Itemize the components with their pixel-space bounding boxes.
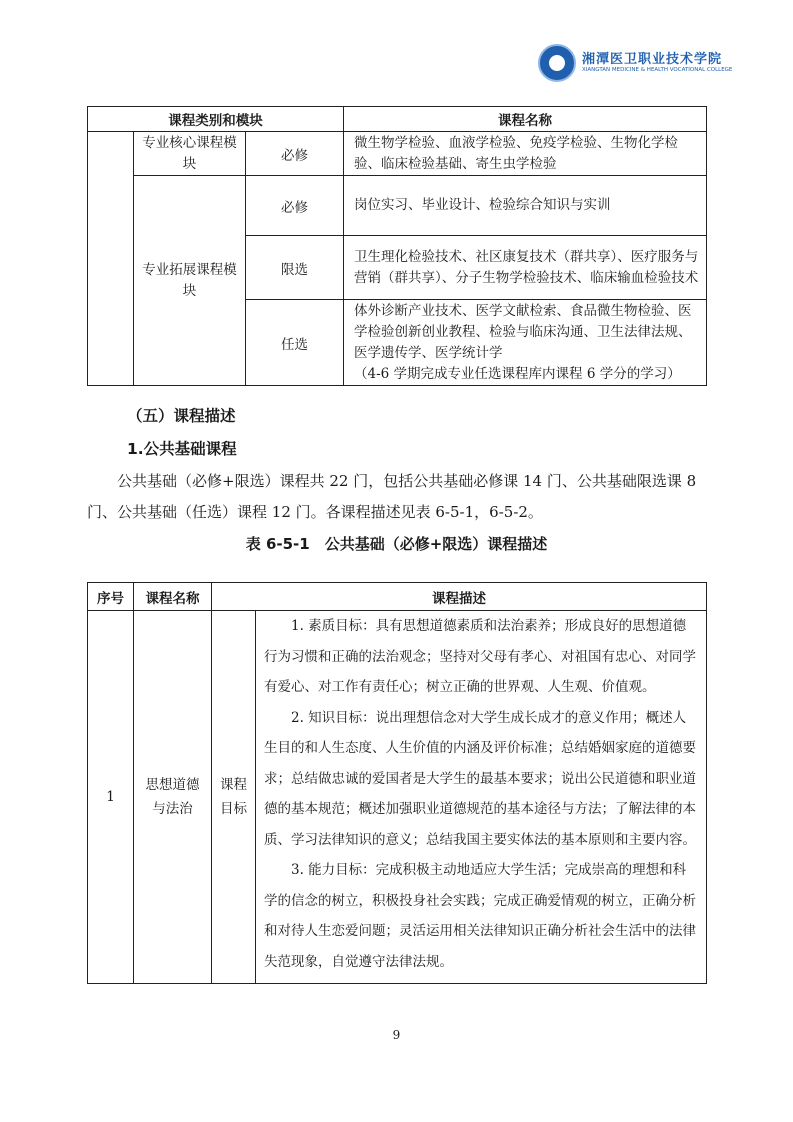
elective-note: （4-6 学期完成专业任选课程库内课程 6 学分的学习） [354, 365, 681, 382]
courses-cell [344, 300, 707, 386]
subsection-heading: 1.公共基础课程 [127, 440, 237, 458]
type-cell: 任选 [246, 300, 344, 386]
header-description: 课程描述 [212, 583, 707, 611]
page-number: 9 [392, 1028, 401, 1042]
courses-cell: 岗位实习、毕业设计、检验综合知识与实训 [344, 176, 707, 236]
course-name-cell: 思想道德与法治 [134, 611, 212, 984]
courses-text: 体外诊断产业技术、医学文献检索、食品微生物检验、医学检验创新创业教程、检验与临床沟通、卫生法律法规、医学遗传学、医学统计学 [354, 302, 692, 361]
blank-cell [88, 132, 134, 386]
college-logo [538, 44, 733, 84]
table-caption: 表 6-5-1 公共基础（必修+限选）课程描述 [245, 535, 548, 553]
header-category: 课程类别和模块 [88, 107, 344, 132]
table-row [88, 611, 707, 984]
course-module-table [87, 106, 707, 386]
paragraph-text: 公共基础（必修+限选）课程共 22 门，包括公共基础必修课 14 门、公共基础限选课 8 门、公共基础（任选）课程 12 门。各课程描述见表 6-5-1，6-5-2。 [87, 472, 697, 521]
table-header-row [88, 107, 707, 132]
table-row [88, 176, 707, 236]
type-cell: 限选 [246, 236, 344, 300]
table-row [88, 132, 707, 176]
row-number: 1 [88, 611, 134, 984]
college-emblem-icon [538, 44, 576, 82]
header-no: 序号 [88, 583, 134, 611]
body-paragraph [87, 466, 707, 528]
quality-goal: 1. 素质目标：具有思想道德素质和法治素养；形成良好的思想道德行为习惯和正确的法治观念；坚持对父母有孝心、对祖国有忠心、对同学有爱心、对工作有责任心；树立正确的世界观、人生观、价值观。 [264, 618, 696, 695]
table-header-row [88, 583, 707, 611]
section-heading: （五）课程描述 [127, 407, 236, 425]
module-cell: 专业拓展课程模块 [134, 176, 246, 386]
courses-cell: 卫生理化检验技术、社区康复技术（群共享）、医疗服务与营销（群共享）、分子生物学检验技术、临床输血检验技术 [344, 236, 707, 300]
category-cell: 课程目标 [212, 611, 256, 984]
logo-english-name: XIANGTAN MEDICINE & HEALTH VOCATIONAL COLLEGE [582, 67, 733, 73]
logo-chinese-name: 湘潭医卫职业技术学院 [582, 52, 723, 67]
type-cell: 必修 [246, 176, 344, 236]
header-course-name: 课程名称 [134, 583, 212, 611]
knowledge-goal: 2. 知识目标：说出理想信念对大学生成长成才的意义作用；概述人生目的和人生态度、人生价值的内涵及评价标准；总结婚姻家庭的道德要求；总结做忠诚的爱国者是大学生的最基本要求；说出公民道德和职业道德的基本规范；概述加强职业道德规范的基本途径与方法；了解法律的本质、学习法律知识的意义；总结我国主要实体法的基本原则和主要内容。 [264, 709, 696, 848]
module-cell: 专业核心课程模块 [134, 132, 246, 176]
ability-goal: 3. 能力目标：完成积极主动地适应大学生活；完成崇高的理想和科学的信念的树立，积极投身社会实践；完成正确爱情观的树立，正确分析和对待人生恋爱问题；灵活运用相关法律知识正确分析社会生活中的法律失范现象，自觉遵守法律法规。 [264, 862, 696, 970]
courses-cell: 微生物学检验、血液学检验、免疫学检验、生物化学检验、临床检验基础、寄生虫学检验 [344, 132, 707, 176]
description-cell [256, 611, 707, 984]
header-course-name: 课程名称 [344, 107, 707, 132]
course-description-table [87, 582, 707, 984]
type-cell: 必修 [246, 132, 344, 176]
